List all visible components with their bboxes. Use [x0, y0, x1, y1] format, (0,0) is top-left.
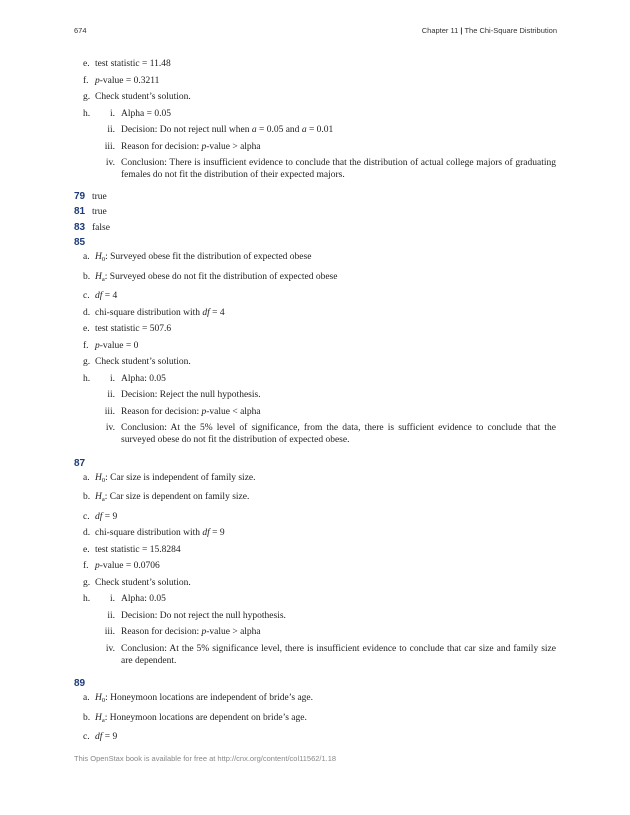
question-number: 83: [74, 221, 86, 233]
list-item: e. test statistic = 15.8284: [83, 544, 181, 555]
list-item: e. test statistic = 507.6: [83, 324, 172, 334]
sub-list-item: iii. Reason for decision: p-value > alpha: [104, 627, 261, 637]
list-item: a. $H_0$: Car size is independent of family size.: [83, 472, 256, 484]
answer-81: [74, 206, 556, 217]
list-item: c. df = 9: [83, 732, 118, 742]
header-separator: |: [460, 26, 463, 35]
sub-list-item: iii. Reason for decision: p-value > alpha: [104, 141, 261, 152]
list-item: c. df = 4: [83, 291, 118, 301]
list-item: a. $H_0$: Surveyed obese fit the distribution of expected obese: [83, 252, 312, 263]
list-item: f. p-value = 0.0706: [83, 561, 160, 571]
running-header: [422, 26, 557, 35]
list-item: g. Check student’s solution.: [83, 577, 191, 588]
sub-list-item: i. Alpha: 0.05: [109, 594, 166, 604]
answer-83: [74, 222, 556, 233]
chapter-title: The Chi-Square Distribution: [464, 26, 557, 35]
list-item: b. $H_a$: Surveyed obese do not fit the distribution of expected obese: [83, 271, 338, 283]
list-item: g. Check student’s solution.: [83, 92, 191, 102]
answer-79: [74, 191, 556, 202]
sub-list-item: ii. Decision: Do not reject null when a = 0.05 and a = 0.01: [107, 125, 334, 135]
question-number: 89: [74, 678, 86, 689]
question-number: 87: [74, 457, 86, 469]
list-item: a. $H_0$: Honeymoon locations are independent of bride’s age.: [83, 693, 314, 704]
list-item: g. Check student’s solution.: [83, 357, 191, 367]
question-number: 79: [74, 190, 86, 202]
sub-list-item: i. Alpha = 0.05: [109, 108, 171, 119]
answer-text: false: [92, 222, 110, 233]
list-item: h.: [83, 594, 91, 604]
list-item: h.: [83, 373, 91, 384]
answer-text: true: [92, 207, 107, 217]
question-number: 81: [74, 206, 86, 217]
list-item: b. $H_a$: Honeymoon locations are dependent on bride’s age.: [83, 712, 307, 724]
page-number: 674: [74, 26, 87, 35]
list-item: d. chi-square distribution with df = 4: [83, 307, 225, 318]
sub-list-item: iv. Conclusion: There is insufficient evidence to conclude that the distribution of actual college majors of graduating females do not fit the distribution of their expected majors.: [105, 158, 556, 180]
list-item: f. p-value = 0.3211: [83, 75, 160, 86]
list-item: d. chi-square distribution with df = 9: [83, 528, 225, 538]
list-item: e. test statistic = 11.48: [83, 59, 171, 69]
chapter-label: Chapter 11: [421, 26, 459, 35]
sub-list-item: iv. Conclusion: At the 5% significance level, there is insufficient evidence to conclude that car size and family size are dependent.: [105, 643, 556, 666]
list-item: b. $H_a$: Car size is dependent on family size.: [83, 492, 250, 503]
sub-list-item: iv. Conclusion: At the 5% level of significance, from the data, there is sufficient evidence to conclude that the surveyed obese do not fit the distribution of expected obese.: [105, 423, 556, 445]
list-item: h.: [83, 108, 91, 119]
sub-list-item: iii. Reason for decision: p-value < alpha: [104, 406, 261, 417]
sub-list-item: i. Alpha: 0.05: [109, 373, 166, 384]
list-item: f. p-value = 0: [83, 340, 139, 351]
sub-list-item: ii. Decision: Do not reject the null hypothesis.: [107, 610, 286, 621]
footer-note: This OpenStax book is available for free at http://cnx.org/content/col11562/1.18: [74, 754, 337, 763]
sub-list-item: ii. Decision: Reject the null hypothesis.: [107, 390, 261, 400]
answer-text: true: [92, 191, 107, 202]
list-item: c. df = 9: [83, 511, 118, 522]
question-number: 85: [74, 237, 86, 248]
answer-content: [74, 58, 556, 748]
